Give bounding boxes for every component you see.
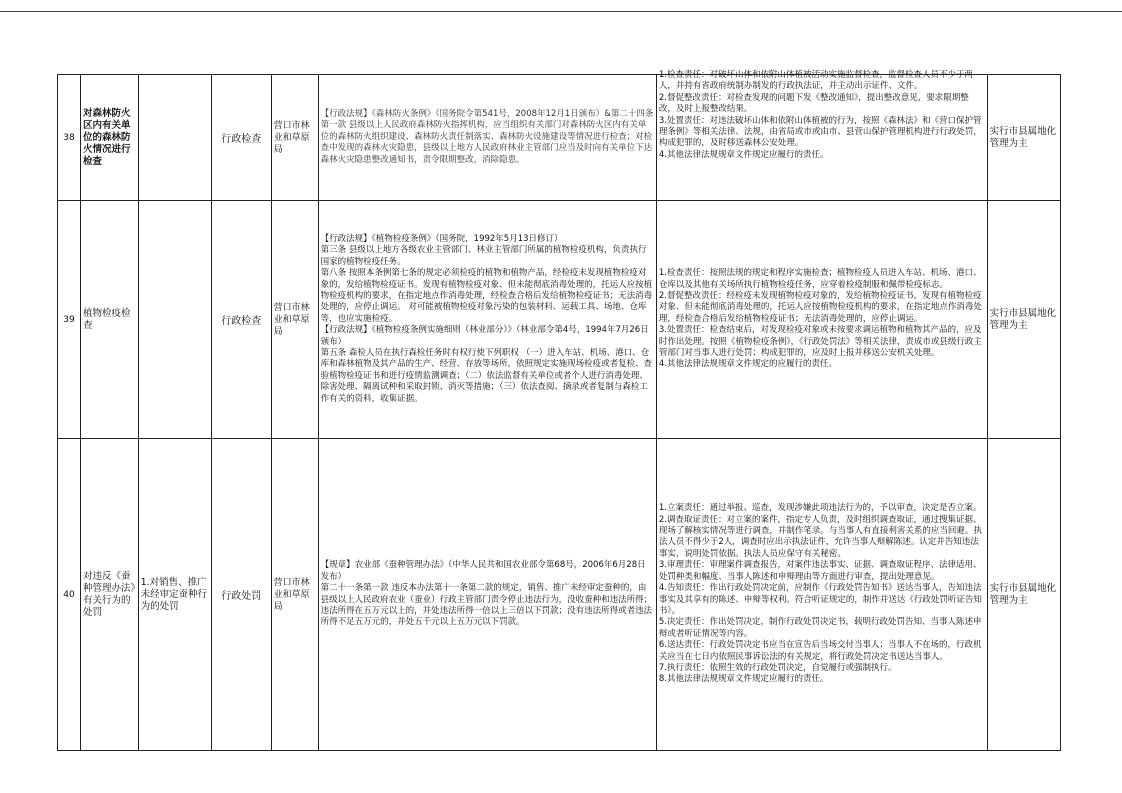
legal-basis-paragraph: 第二十一条第一款 违反本办法第十一条第二款的规定，销售、推广未经审定蚕种的，由县级以上人民政府农业（蚕业）行政主管部门责令停止违法行为，没收蚕种和违法所得；违法所得在五万元以上的，并处违法所得一倍以上三倍以下罚款；没有违法所得或者违法所得不足五万元的，并处五千元以上五万元以下罚款。 <box>320 583 653 628</box>
responsibility-item: 2.督促整改责任：经检疫未发现植物检疫对象的，发给植物检疫证书。发现有植物检疫对象、但未能彻底消毒处理的，托运人应按植物检疫机构的要求，在指定地点作消毒处理，经检查合格后发给植物检疫证书；无法消毒处理的，应停止调运。 <box>658 290 982 324</box>
legal-basis <box>318 75 656 201</box>
table-row <box>58 75 1061 201</box>
table-row <box>58 201 1061 439</box>
row-number: 39 <box>58 201 81 439</box>
row-number: 40 <box>58 439 81 751</box>
responsibility-item: 5.决定责任：作出处罚决定，制作行政处罚决定书，载明行政处罚告知、当事人陈述申辩或者听证情况等内容。 <box>658 617 982 639</box>
legal-basis-paragraph: 【规章】农业部《蚕种管理办法》（中华人民共和国农业部令第68号，2006年6月28日发布） <box>320 560 646 582</box>
item-name: 植物检疫检查 <box>81 201 139 439</box>
table-row <box>58 439 1061 751</box>
sub-item <box>138 75 211 201</box>
responsibility-inner <box>659 70 985 161</box>
sub-item <box>138 201 211 439</box>
item-name: 对违反《蚕种管理办法》有关行为的处罚 <box>81 439 139 751</box>
item-name: 对森林防火区内有关单位的森林防火情况进行检查 <box>81 75 139 201</box>
responsibility-item: 3.处置责任：对违法破坏山体和依附山体植被的行为，按照《森林法》和《营口保护管理条例》等相关法律、法规，由省局或市或由市、县营山保护管理机构进行行政处罚，构成犯罪的，及时移送森林公安处理。 <box>658 115 982 149</box>
legal-basis <box>318 439 656 751</box>
implementing-agency: 营口市林业和草原局 <box>271 201 318 439</box>
responsibility-item: 3.处置责任：检查结束后，对发现检疫对象或未按要求调运植物和植物其产品的，应及时作出处理。按照《植物检疫条例》，《行政处罚法》等相关法律，责成市或县级行政主管部门对当事人进行处罚；构成犯罪的，应及时上报并移送公安机关处理。 <box>658 325 982 359</box>
responsibility-item: 8.其他法律法规规章文件规定应履行的责任。 <box>658 674 829 685</box>
responsibility-item: 4.告知责任：作出行政处罚决定前，应制作《行政处罚告知书》送达当事人，告知违法事实及其享有的陈述、申辩等权利。符合听证规定的，制作并送达《行政处罚听证告知书》。 <box>658 583 982 616</box>
page-top-rule <box>0 11 1122 12</box>
implementing-agency: 营口市林业和草原局 <box>271 439 318 751</box>
implementing-agency: 营口市林业和草原局 <box>271 75 318 201</box>
responsibility-item: 3.审理责任：审理案件调查报告，对案件违法事实、证据、调查取证程序、法律适用、处罚种类和幅度、当事人陈述和申辩理由等方面进行审查，提出处理意见。 <box>658 560 982 582</box>
responsibility-item: 1.立案责任：通过举报、巡查，发现涉嫌此项违法行为的，予以审查，决定是否立案。 <box>658 503 982 514</box>
legal-basis-paragraph: 第八条 按照本条例第七条的规定必须检疫的植物和植物产品，经检疫未发现植物检疫对象的，发给植物检疫证书。发现有植物检疫对象、但未能彻底消毒处理的，托运人应按植物检疫机构的要求，在指定地点作消毒处理，经检查合格后发给植物检疫证书；无法消毒处理的，应停止调运。 对可能被植物检疫对象污染的包装材料、运载工具、场地、仓库等，也应实施检疫。 <box>320 268 653 324</box>
power-type: 行政检查 <box>211 201 271 439</box>
legal-basis <box>318 201 656 439</box>
responsibility-item: 6.送达责任：行政处罚决定书应当在宣告后当场交付当事人；当事人不在场的，行政机关应当在七日内依照民事诉讼法的有关规定，将行政处罚决定书送达当事人。 <box>658 640 982 662</box>
legal-basis-paragraph: 【行政法规】《植物检疫条例》（国务院，1992年5月13日修订） <box>320 233 563 244</box>
power-type: 行政处罚 <box>211 439 271 751</box>
responsibility-item: 2.督促整改责任：对检查发现的问题下发《整改通知》，提出整改意见，要求限期整改，及时上报整改结果。 <box>658 92 969 115</box>
duty-table <box>57 70 1061 751</box>
row-number: 38 <box>58 75 81 201</box>
remarks: 实行市县属地化管理为主 <box>987 439 1060 751</box>
remarks: 实行市县属地化管理为主 <box>987 201 1060 439</box>
responsibility-item: 4.其他法律法规规章文件规定应履行的责任。 <box>658 149 829 160</box>
legal-basis-paragraph: 第三条 县级以上地方各级农业主管部门、林业主管部门所属的植物检疫机构，负责执行国家的植物检疫任务。 <box>320 245 647 267</box>
remarks: 实行市县属地化管理为主 <box>987 75 1060 201</box>
sub-item: 1.对销售、推广未经审定蚕种行为的处罚 <box>138 439 211 751</box>
legal-basis-paragraph: 【行政法规】《植物检疫条例实施细则（林业部分）》（林业部令第4号，1994年7月26日颁布） <box>320 325 649 347</box>
responsibility-item: 2.调查取证责任：对立案的案件，指定专人负责，及时组织调查取证，通过搜集证据、现场了解核实情况等进行调查，并制作笔录。与当事人有直接利害关系的应当回避。执法人员不得少于2人，调查时应出示执法证件，允许当事人辩解陈述。认定并告知违法事实，说明处罚依据。执法人员应保守有关秘密。 <box>658 514 982 559</box>
responsibility-item: 4.其他法律法规规章文件规定的应履行的责任。 <box>658 359 837 370</box>
responsibility <box>656 201 987 439</box>
responsibility-item: 1.检查责任：对破坏山体和依附山体植被活动实施监督检查，监督检查人员不少于两人，并持有省政府统制办制发的行政执法证，并主动出示证件、文件。 <box>658 70 973 92</box>
power-type: 行政检查 <box>211 75 271 201</box>
legal-basis-paragraph: 【行政法规】《森林防火条例》（国务院令第541号，2008年12月1日颁布）&第二十四条第一款 县级以上人民政府森林防火指挥机构，应当组织有关部门对森林防火区内有关单位的森林防火组织建设、森林防火责任制落实、森林防火设施建设等情况进行检查；对检查中发现的森林火灾隐患，县级以上地方人民政府林业主管部门应当及时向有关单位下达森林火灾隐患整改通知书，责令限期整改，消除隐患。 <box>320 108 654 165</box>
responsibility <box>656 70 987 201</box>
responsibility <box>656 439 987 751</box>
responsibility-item: 1.检查责任：按照法规的规定和程序实施检查；植物检疫人员进入车站、机场、港口、仓库以及其他有关场所执行植物检疫任务，应穿着检疫制服和佩带检疫标志。 <box>658 268 982 290</box>
responsibility-item: 7.执行责任：依照生效的行政处罚决定，自觉履行或强制执行。 <box>658 662 897 673</box>
legal-basis-paragraph: 第五条 森检人员在执行森检任务时有权行使下列职权 （一）进入车站、机场、港口、仓库和森林植物及其产品的生产、经营、存放等场所，依照规定实施现场检疫或者复检、查验植物检疫证书和进行疫情监测调查；（二）依法监督有关单位或者个人进行消毒处理、除害处理、隔离试种和采取封锁、消灭等措施；（三）依法查阅、摘录或者复制与森检工作有关的资料，收集证据。 <box>320 348 653 404</box>
responsibility-clip <box>659 70 985 161</box>
